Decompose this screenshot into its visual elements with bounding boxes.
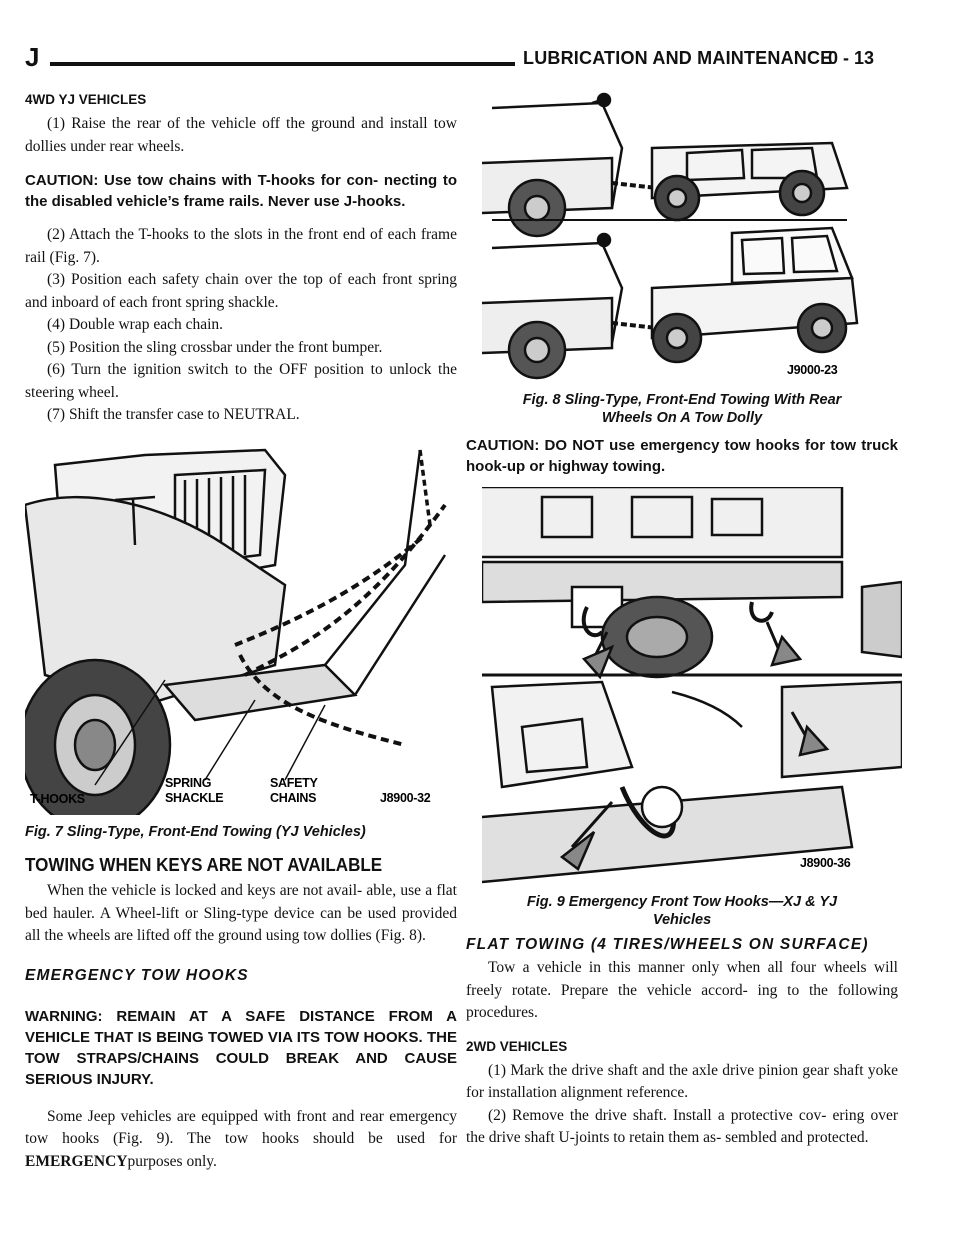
fig7-label-chains: CHAINS bbox=[270, 791, 317, 805]
left-column-bottom bbox=[25, 823, 457, 1173]
step-2: (2) Attach the T-hooks to the slots in the front end of each frame rail (Fig. 7). bbox=[25, 226, 457, 266]
step-7: (7) Shift the transfer case to NEUTRAL. bbox=[47, 406, 300, 423]
fig8-caption: Fig. 8 Sling-Type, Front-End Towing With Rear Wheels On A Tow Dolly bbox=[522, 392, 842, 426]
fig7-code: J8900-32 bbox=[380, 791, 431, 805]
para-flat-towing: Tow a vehicle in this manner only when all four wheels will freely rotate. Prepare the vehicle accord- ing to the following procedures. bbox=[466, 959, 898, 1021]
fig9-caption: Fig. 9 Emergency Front Tow Hooks—XJ & YJ Vehicles bbox=[526, 894, 838, 928]
fig7-label-thooks: T-HOOKS bbox=[30, 792, 85, 806]
header-letter: J bbox=[25, 42, 40, 72]
step-4: (4) Double wrap each chain. bbox=[47, 316, 224, 333]
right-column-top bbox=[466, 391, 898, 477]
left-column-top bbox=[25, 92, 457, 427]
header-title: LUBRICATION AND MAINTENANCE bbox=[523, 48, 833, 68]
caution-emergency-hooks: CAUTION: DO NOT use emergency tow hooks for tow truck hook-up or highway towing. bbox=[466, 437, 898, 475]
caution-t-hooks: CAUTION: Use tow chains with T-hooks for con- necting to the disabled vehicle’s frame rails. Never use J-hooks. bbox=[25, 172, 457, 210]
header-rule bbox=[50, 62, 515, 66]
heading-emergency-tow-hooks: EMERGENCY TOW HOOKS bbox=[25, 966, 249, 984]
para-jeep: Some Jeep vehicles are equipped with front and rear emergency tow hooks (Fig. 9). The tow hooks should be used for EMERGENCYpurposes only. bbox=[25, 1107, 457, 1170]
fig7-illustration bbox=[25, 445, 455, 815]
step-2wd-1: (1) Mark the drive shaft and the axle drive pinion gear shaft yoke for installation alignment reference. bbox=[466, 1061, 898, 1101]
emphasis-emergency: EMERGENCY bbox=[25, 1152, 128, 1170]
fig8-code: J9000-23 bbox=[787, 363, 838, 377]
step-6: (6) Turn the ignition switch to the OFF position to unlock the steering wheel. bbox=[25, 361, 457, 401]
subheading-4wd-yj: 4WD YJ VEHICLES bbox=[25, 92, 147, 107]
right-column-bottom bbox=[466, 893, 898, 1150]
fig7-caption: Fig. 7 Sling-Type, Front-End Towing (YJ Vehicles) bbox=[25, 824, 366, 840]
step-5: (5) Position the sling crossbar under the front bumper. bbox=[47, 338, 383, 356]
fig9-illustration bbox=[482, 487, 902, 887]
subheading-2wd: 2WD VEHICLES bbox=[466, 1038, 568, 1054]
heading-towing-keys: TOWING WHEN KEYS ARE NOT AVAILABLE bbox=[25, 854, 383, 875]
fig7-label-safety: SAFETY bbox=[270, 776, 318, 790]
para-keys: When the vehicle is locked and keys are not avail- able, use a flat bed hauler. A Wheel-lift or Sling-type device can be used provided all the wheels are lifted off the ground using tow dollies (Fig. 8). bbox=[25, 882, 457, 944]
fig7-label-spring: SPRING bbox=[165, 776, 212, 790]
fig9-code: J8900-36 bbox=[800, 856, 851, 870]
fig8-illustration bbox=[482, 88, 902, 388]
step-2wd-2: (2) Remove the drive shaft. Install a protective cov- ering over the drive shaft U-joints to retain them as- sembled and protected. bbox=[466, 1106, 898, 1146]
warning-tow-hooks: WARNING: REMAIN AT A SAFE DISTANCE FROM A VEHICLE THAT IS BEING TOWED VIA ITS TOW HOOKS. THE TOW STRAPS/CHAINS COULD BREAK AND CAUSE SERIOUS INJURY. bbox=[25, 1007, 457, 1088]
fig7-label-shackle: SHACKLE bbox=[165, 791, 224, 805]
page-number: 0 - 13 bbox=[828, 48, 875, 68]
heading-flat-towing: FLAT TOWING (4 TIRES/WHEELS ON SURFACE) bbox=[466, 936, 869, 953]
step-3: (3) Position each safety chain over the top of each front spring and inboard of each front spring shackle. bbox=[25, 271, 457, 311]
step-1: (1) Raise the rear of the vehicle off the ground and install tow dollies under rear wheels. bbox=[25, 115, 457, 155]
